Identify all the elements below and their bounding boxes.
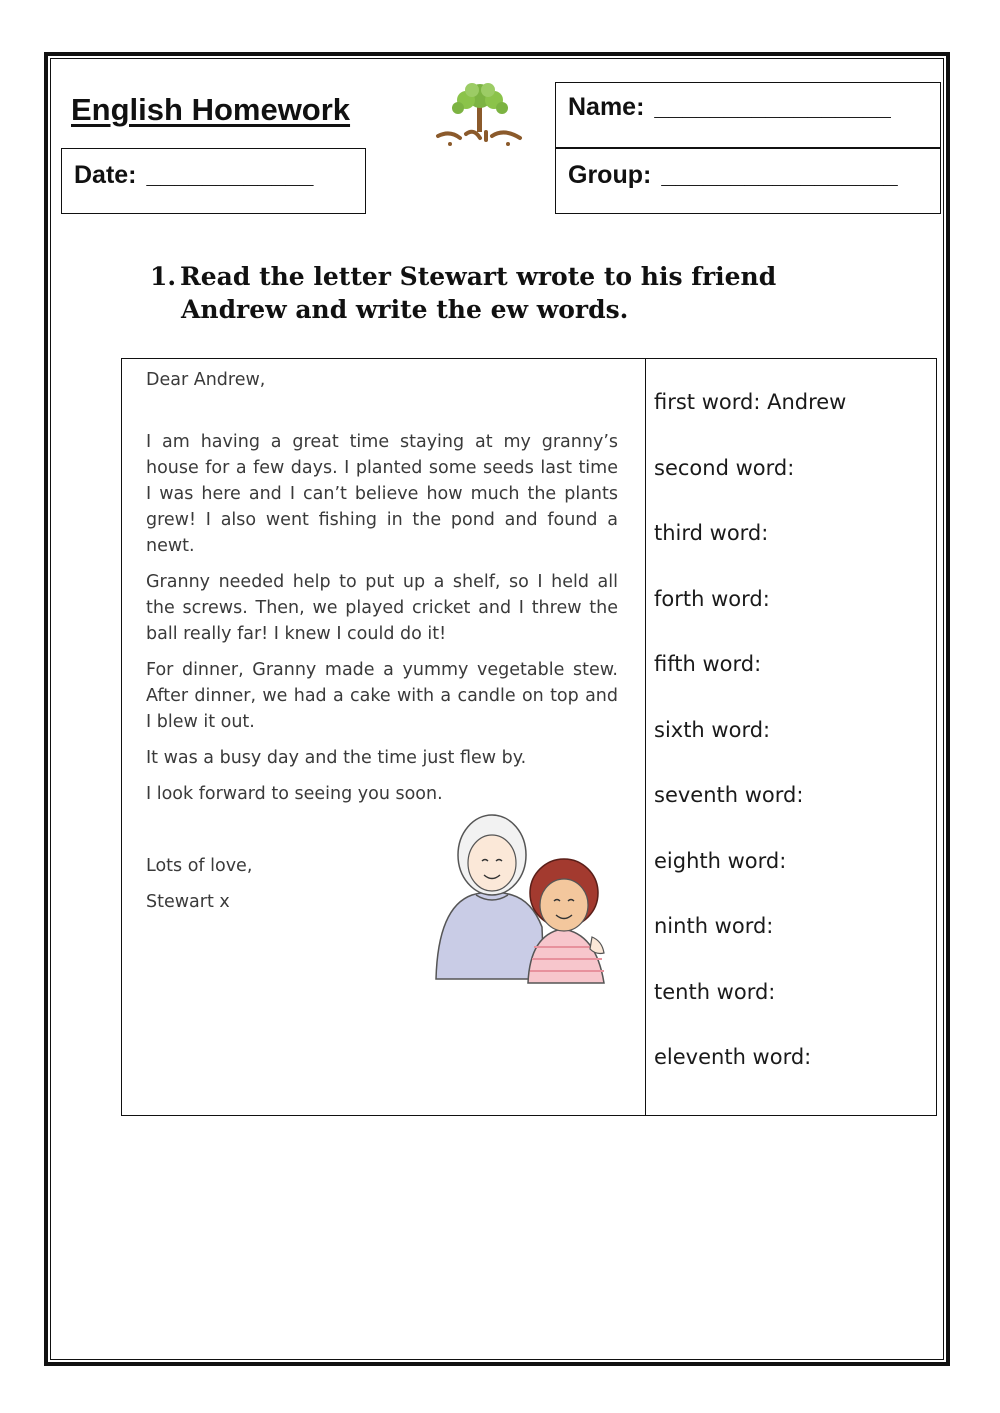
word-item-1[interactable]: first word: Andrew [654, 390, 847, 414]
name-label: Name: [568, 93, 645, 121]
word-item-10[interactable]: tenth word: [654, 979, 776, 1004]
word-item-11[interactable]: eleventh word: [654, 1045, 812, 1069]
group-blank: _________________ [661, 161, 898, 189]
tree-logo-icon [430, 82, 530, 148]
word-item-6[interactable]: sixth word: [654, 717, 771, 742]
column-divider [645, 359, 646, 1115]
word-item-2[interactable]: second word: [654, 455, 795, 480]
word-item-9[interactable]: ninth word: [654, 914, 774, 938]
letter-line-4: It was a busy day and the time just flew by. [146, 748, 527, 768]
group-field[interactable] [555, 148, 941, 214]
name-blank: _________________ [654, 93, 891, 121]
letter-signoff: Lots of love, [146, 856, 253, 876]
page-title: English Homework [71, 92, 351, 127]
date-field[interactable] [61, 148, 366, 214]
date-blank: ____________ [146, 161, 314, 189]
date-label: Date: [74, 161, 137, 189]
word-item-7[interactable]: seventh word: [654, 783, 804, 807]
letter-paragraph-1: I am having a great time staying at my granny’s house for a few days. I planted some seeds last time I was here and I can’t believe how much the plants grew! I also went fishing in the pond and found a newt. [146, 432, 618, 556]
letter-paragraph-3: For dinner, Granny made a yummy vegetable stew. After dinner, we had a cake with a candle on top and I blew it out. [146, 660, 618, 732]
letter-paragraph-2: Granny needed help to put up a shelf, so I held all the screws. Then, we played cricket and I threw the ball really far! I knew I could do it! [146, 572, 618, 644]
instruction [150, 260, 776, 326]
word-item-5[interactable]: fifth word: [654, 652, 762, 676]
granny-and-boy-illustration [432, 797, 622, 987]
letter-table [121, 358, 937, 1116]
letter-signature: Stewart x [146, 892, 230, 912]
instruction-line-2: Andrew and write the ew words. [181, 295, 629, 324]
instruction-line-1: Read the letter Stewart wrote to his friend [180, 262, 777, 291]
group-label: Group: [568, 161, 652, 189]
word-list [654, 385, 846, 1106]
name-field[interactable] [555, 82, 941, 148]
word-item-4[interactable]: forth word: [654, 586, 770, 611]
instruction-number: 1. [150, 262, 177, 291]
word-item-3[interactable]: third word: [654, 521, 769, 545]
letter-greeting: Dear Andrew, [146, 370, 266, 390]
word-item-8[interactable]: eighth word: [654, 848, 787, 873]
letter-line-5: I look forward to seeing you soon. [146, 784, 443, 804]
